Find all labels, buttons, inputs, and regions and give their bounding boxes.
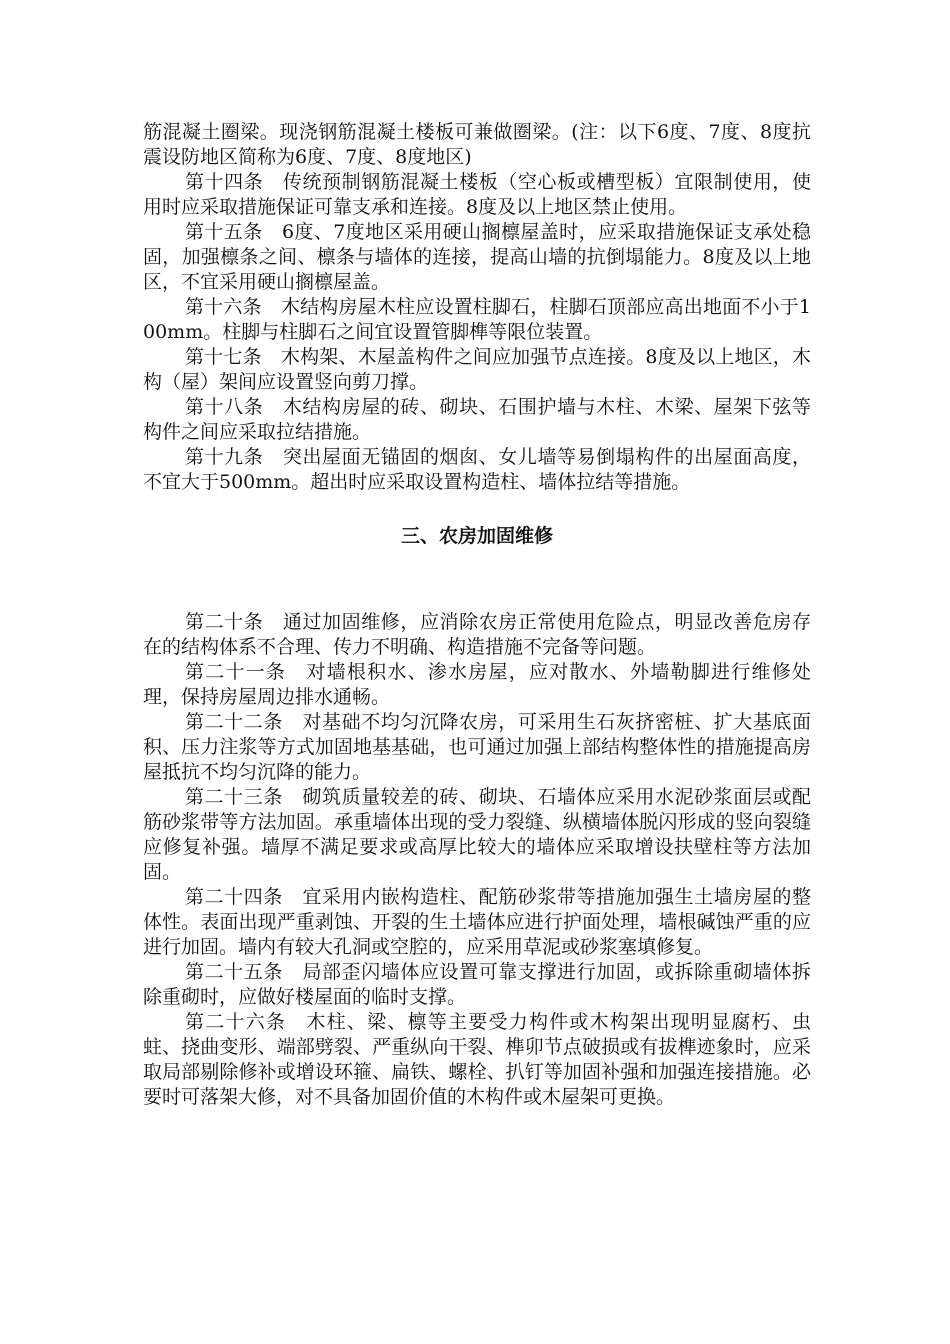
article-paragraph: 第二十条 通过加固维修，应消除农房正常使用危险点，明显改善危房存在的结构体系不合理、传力不明确、构造措施不完备等问题。 bbox=[143, 611, 811, 658]
article-paragraph: 筋混凝土圈梁。现浇钢筋混凝土楼板可兼做圈梁。(注：以下6度、7度、8度抗震设防地区简称为6度、7度、8度地区) bbox=[143, 121, 811, 168]
spacer bbox=[143, 549, 811, 610]
article-paragraph: 第十五条 6度、7度地区采用硬山搁檩屋盖时，应采取措施保证支承处稳固，加强檩条之间、檩条与墙体的连接，提高山墙的抗倒塌能力。8度及以上地区，不宜采用硬山搁檩屋盖。 bbox=[143, 221, 811, 293]
article-paragraph: 第二十六条 木柱、梁、檩等主要受力构件或木构架出现明显腐朽、虫蛀、挠曲变形、端部劈裂、严重纵向干裂、榫卯节点破损或有拔榫迹象时，应采取局部剔除修补或增设环箍、扁铁、螺栓、扒钉等加固补强和加强连接措施。必要时可落架大修，对不具备加固价值的木构件或木屋架可更换。 bbox=[143, 1011, 811, 1108]
section-reinforcement-repair bbox=[143, 610, 811, 1110]
spacer bbox=[143, 495, 811, 524]
document-page bbox=[143, 120, 811, 1110]
article-paragraph: 第二十四条 宜采用内嵌构造柱、配筋砂浆带等措施加强生土墙房屋的整体性。表面出现严重剥蚀、开裂的生土墙体应进行护面处理，墙根碱蚀严重的应进行加固。墙内有较大孔洞或空腔的，应采用草泥或砂浆塞填修复。 bbox=[143, 886, 811, 958]
article-paragraph: 第十八条 木结构房屋的砖、砌块、石围护墙与木柱、木梁、屋架下弦等构件之间应采取拉结措施。 bbox=[143, 396, 811, 443]
article-paragraph: 第十四条 传统预制钢筋混凝土楼板（空心板或槽型板）宜限制使用，使用时应采取措施保证可靠支承和连接。8度及以上地区禁止使用。 bbox=[143, 171, 811, 218]
article-paragraph: 第二十一条 对墙根积水、渗水房屋，应对散水、外墙勒脚进行维修处理，保持房屋周边排水通畅。 bbox=[143, 661, 811, 708]
article-paragraph: 第十七条 木构架、木屋盖构件之间应加强节点连接。8度及以上地区，木构（屋）架间应设置竖向剪刀撑。 bbox=[143, 346, 811, 393]
article-paragraph: 第十六条 木结构房屋木柱应设置柱脚石，柱脚石顶部应高出地面不小于100mm。柱脚与柱脚石之间宜设置管脚榫等限位装置。 bbox=[143, 296, 811, 343]
section-building-measures bbox=[143, 120, 811, 495]
article-paragraph: 第二十三条 砌筑质量较差的砖、砌块、石墙体应采用水泥砂浆面层或配筋砂浆带等方法加固。承重墙体出现的受力裂缝、纵横墙体脱闪形成的竖向裂缝应修复补强。墙厚不满足要求或高厚比较大的墙体应采取增设扶壁柱等方法加固。 bbox=[143, 786, 811, 883]
article-paragraph: 第十九条 突出屋面无锚固的烟囱、女儿墙等易倒塌构件的出屋面高度，不宜大于500mm。超出时应采取设置构造柱、墙体拉结等措施。 bbox=[143, 446, 811, 493]
article-paragraph: 第二十二条 对基础不均匀沉降农房，可采用生石灰挤密桩、扩大基底面积、压力注浆等方式加固地基基础，也可通过加强上部结构整体性的措施提高房屋抵抗不均匀沉降的能力。 bbox=[143, 711, 811, 783]
section-heading: 三、农房加固维修 bbox=[400, 525, 553, 547]
article-paragraph: 第二十五条 局部歪闪墙体应设置可靠支撑进行加固，或拆除重砌墙体拆除重砌时，应做好楼屋面的临时支撑。 bbox=[143, 961, 811, 1008]
